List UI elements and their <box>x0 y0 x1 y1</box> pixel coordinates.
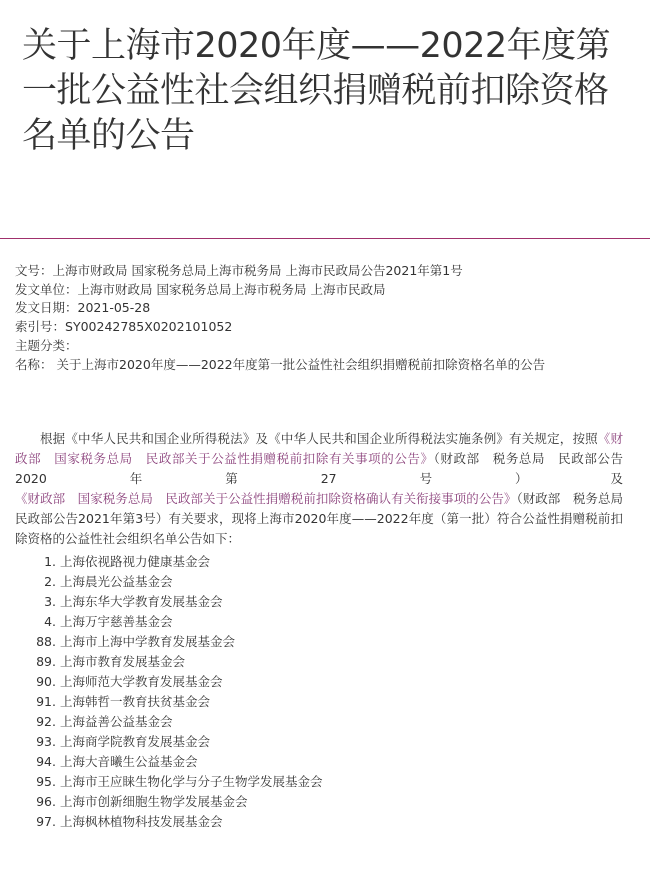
meta-label: 主题分类： <box>15 337 78 353</box>
meta-topic <box>15 337 640 356</box>
list-item <box>30 692 323 712</box>
org-name: 上海益善公益基金会 <box>60 714 173 729</box>
org-name: 上海师范大学教育发展基金会 <box>60 674 223 689</box>
body-paragraph <box>15 429 636 549</box>
announcement-link-2021-3[interactable]: 《财政部 国家税务总局 民政部关于公益性捐赠税前扣除资格确认有关衔接事项的公告》 <box>15 491 517 506</box>
list-item <box>30 792 323 812</box>
document-meta <box>15 262 640 374</box>
body-text-2: （财政部 税务总局 民政部公告2020年第27号）及 <box>15 451 623 486</box>
item-number: 97. <box>36 814 56 829</box>
item-number: 94. <box>36 754 56 769</box>
item-number: 92. <box>36 714 56 729</box>
organization-list <box>30 552 323 832</box>
meta-date <box>15 299 640 318</box>
list-item <box>30 812 323 832</box>
page-title: 关于上海市2020年度——2022年度第一批公益性社会组织捐赠税前扣除资格名单的公告 <box>22 26 611 156</box>
meta-value: 关于上海市2020年度——2022年度第一批公益性社会组织捐赠税前扣除资格名单的公告 <box>56 356 546 372</box>
meta-name <box>15 356 640 375</box>
list-item <box>30 752 323 772</box>
item-number: 95. <box>36 774 56 789</box>
announcement-link-2020-27[interactable]: 《财政部 国家税务总局 民政部关于公益性捐赠税前扣除有关事项的公告》 <box>15 431 623 466</box>
list-item <box>30 612 323 632</box>
org-name: 上海市教育发展基金会 <box>60 654 186 669</box>
item-number: 2. <box>44 574 56 589</box>
meta-label: 名称： <box>15 356 53 372</box>
list-item <box>30 592 323 612</box>
item-number: 90. <box>36 674 56 689</box>
item-number: 88. <box>36 634 56 649</box>
org-name: 上海万宇慈善基金会 <box>60 614 173 629</box>
meta-value: 上海市财政局 国家税务总局上海市税务局 上海市民政局公告2021年第1号 <box>52 263 463 278</box>
org-name: 上海市上海中学教育发展基金会 <box>60 634 236 649</box>
title-divider <box>0 238 650 239</box>
list-item <box>30 552 323 572</box>
body-text-3: （财政部 税务总局 民政部公告2021年第3号）有关要求，现将上海市2020年度——2022年度（第一批）符合公益性捐赠税前扣除资格的公益性社会组织名单公告如下： <box>15 491 636 546</box>
org-name: 上海东华大学教育发展基金会 <box>60 594 223 609</box>
meta-value: 2021-05-28 <box>77 300 151 316</box>
org-name: 上海市王应睐生物化学与分子生物学发展基金会 <box>60 774 323 789</box>
org-name: 上海依视路视力健康基金会 <box>60 554 211 569</box>
item-number: 3. <box>44 594 56 609</box>
org-name: 上海大音曦生公益基金会 <box>60 754 198 769</box>
list-item <box>30 572 323 592</box>
list-item <box>30 652 323 672</box>
org-name: 上海晨光公益基金会 <box>60 574 173 589</box>
meta-doc-number <box>15 262 640 281</box>
list-item <box>30 772 323 792</box>
item-number: 1. <box>44 554 56 569</box>
item-number: 93. <box>36 734 56 749</box>
meta-index <box>15 318 640 337</box>
meta-label: 发文单位： <box>15 281 78 297</box>
org-name: 上海商学院教育发展基金会 <box>60 734 211 749</box>
list-item <box>30 672 323 692</box>
list-item <box>30 632 323 652</box>
item-number: 91. <box>36 694 56 709</box>
meta-label: 索引号： <box>15 319 66 335</box>
item-number: 96. <box>36 794 56 809</box>
org-name: 上海市创新细胞生物学发展基金会 <box>60 794 248 809</box>
list-item <box>30 732 323 752</box>
meta-label: 文号： <box>15 263 53 278</box>
body-text-1: 根据《中华人民共和国企业所得税法》及《中华人民共和国企业所得税法实施条例》有关规定，按照 <box>40 431 598 446</box>
meta-issuer <box>15 281 640 300</box>
item-number: 4. <box>44 614 56 629</box>
list-item <box>30 712 323 732</box>
meta-value: 上海市财政局 国家税务总局上海市税务局 上海市民政局 <box>77 281 386 297</box>
meta-value: SY00242785X0202101052 <box>65 319 233 335</box>
item-number: 89. <box>36 654 56 669</box>
meta-label: 发文日期： <box>15 300 78 316</box>
org-name: 上海韩哲一教育扶贫基金会 <box>60 694 211 709</box>
org-name: 上海枫林植物科技发展基金会 <box>60 814 223 829</box>
